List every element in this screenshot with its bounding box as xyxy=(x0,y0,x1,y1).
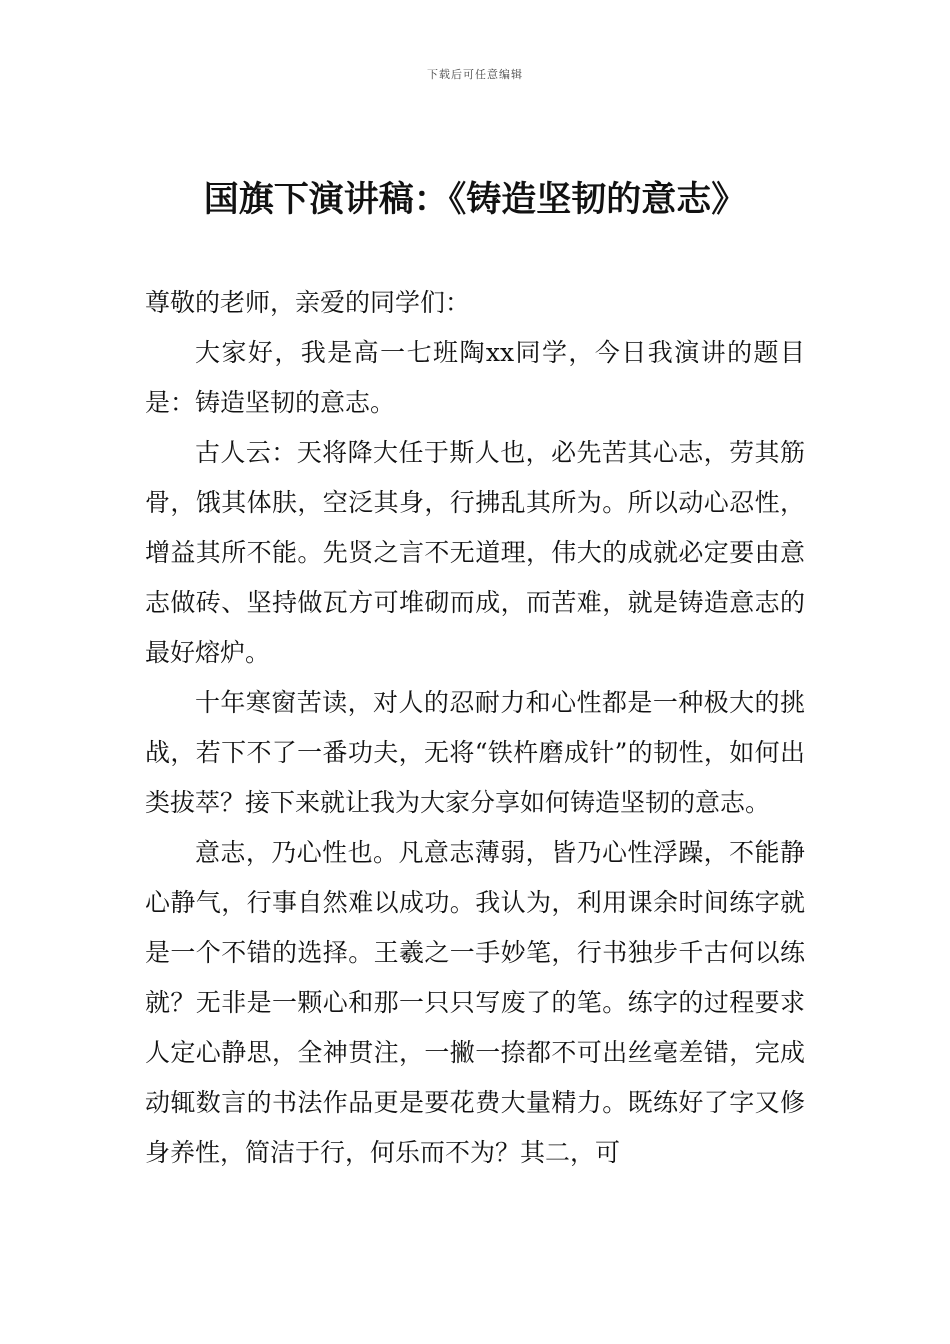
document-title: 国旗下演讲稿：《铸造坚韧的意志》 xyxy=(203,180,747,220)
header-note: 下载后可任意编辑 xyxy=(427,68,523,81)
document-body xyxy=(145,278,805,1178)
paragraph: 十年寒窗苦读，对人的忍耐力和心性都是一种极大的挑战，若下不了一番功夫，无将“铁杵磨成针”的韧性，如何出类拔萃？接下来就让我为大家分享如何铸造坚韧的意志。 xyxy=(145,688,805,817)
paragraph: 古人云：天将降大任于斯人也，必先苦其心志，劳其筋骨，饿其体肤，空泛其身，行拂乱其所为。所以动心忍性，增益其所不能。先贤之言不无道理，伟大的成就必定要由意志做砖、坚持做瓦方可堆砌而成，而苦难，就是铸造意志的最好熔炉。 xyxy=(145,438,805,667)
paragraph: 大家好，我是高一七班陶xx同学，今日我演讲的题目是：铸造坚韧的意志。 xyxy=(145,338,805,417)
paragraph: 意志，乃心性也。凡意志薄弱，皆乃心性浮躁，不能静心静气，行事自然难以成功。我认为，利用课余时间练字就是一个不错的选择。王羲之一手妙笔，行书独步千古何以练就？无非是一颗心和那一只只写废了的笔。练字的过程要求人定心静思，全神贯注，一撇一捺都不可出丝毫差错，完成动辄数言的书法作品更是要花费大量精力。既练好了字又修身养性，简洁于行，何乐而不为？其二，可 xyxy=(145,838,805,1167)
salutation: 尊敬的老师，亲爱的同学们： xyxy=(145,288,471,317)
